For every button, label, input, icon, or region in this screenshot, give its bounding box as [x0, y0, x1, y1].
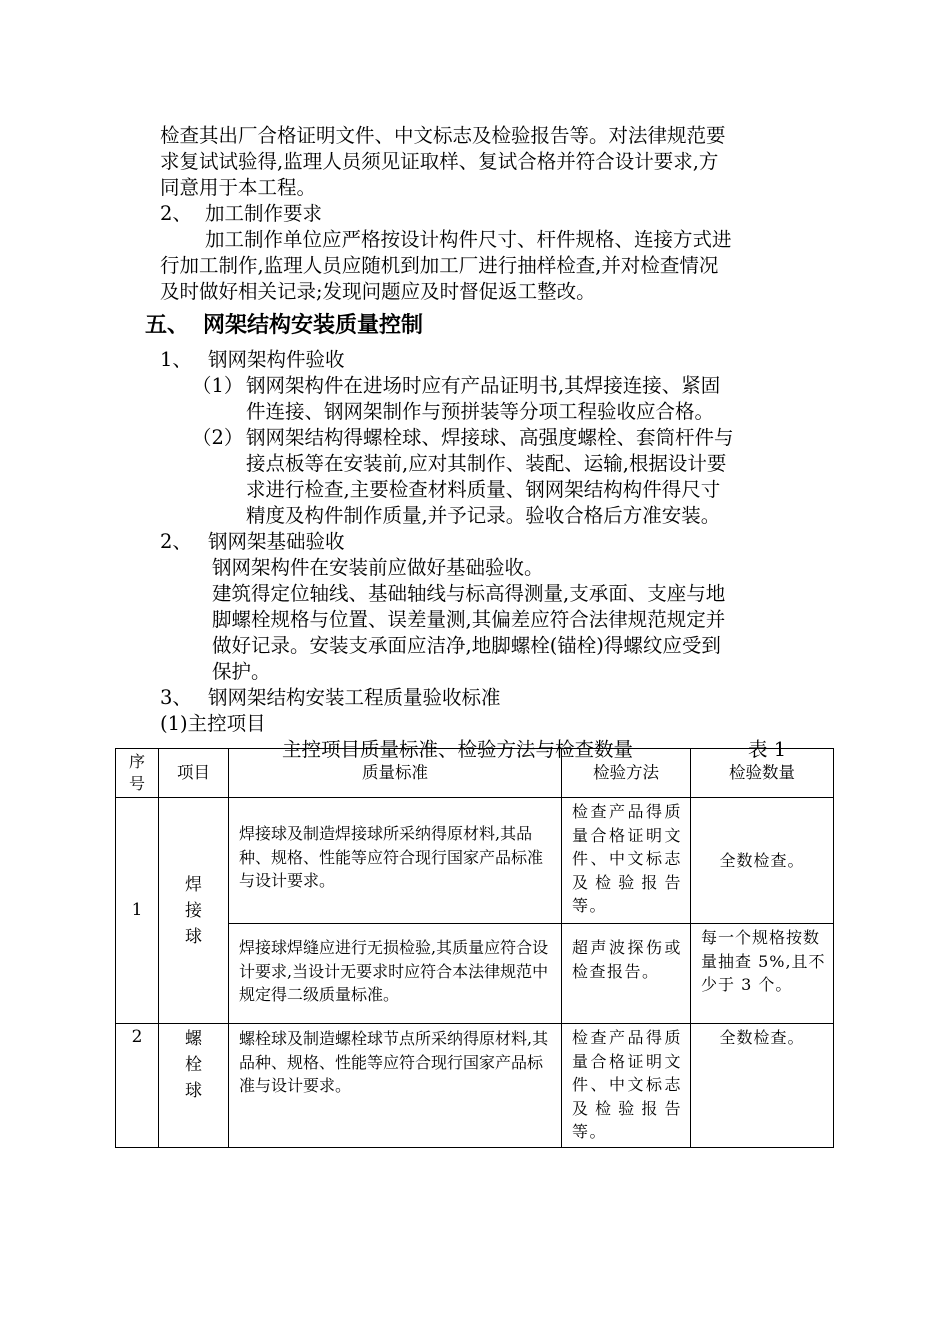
sub1-p2-line-1: 钢网架结构得螺栓球、焊接球、高强度螺栓、套筒杆件与 [246, 426, 734, 449]
header-method: 检验方法 [562, 749, 691, 798]
sub2-number: 2、 [160, 530, 192, 553]
row1b-quantity: 每一个规格按数量抽查 5%,且不少于 3 个。 [691, 924, 834, 1024]
section5-title: 网架结构安装质量控制 [203, 313, 424, 338]
row1-seq: 1 [116, 798, 159, 1024]
item2-line-2: 行加工制作,监理人员应随机到加工厂进行抽样检查,并对检查情况 [160, 254, 719, 277]
sub1-p2-line-3: 求进行检查,主要检查材料质量、钢网架结构构件得尺寸 [246, 478, 721, 501]
table-number: 表 1 [748, 738, 787, 761]
row1b-method: 超声波探伤或检查报告。 [562, 924, 691, 1024]
row1-quantity: 全数检查。 [691, 798, 834, 924]
sub1-p1-line-2: 件连接、钢网架制作与预拼装等分项工程验收应合格。 [246, 400, 715, 423]
intro-line-3: 同意用于本工程。 [160, 176, 317, 199]
row2-seq: 2 [116, 1024, 159, 1148]
header-standard: 质量标准 [229, 749, 562, 798]
sub2-line-3: 脚螺栓规格与位置、误差量测,其偏差应符合法律规范规定并 [212, 608, 726, 631]
table-header-row [116, 749, 834, 798]
sub3-number: 3、 [160, 686, 192, 709]
row1-item: 焊接球 [159, 798, 229, 1024]
table-caption: 主控项目质量标准、检验方法与检查数量 [282, 738, 634, 761]
item2-number: 2、 [160, 202, 192, 225]
section5-number: 五、 [145, 313, 190, 338]
intro-line-1: 检查其出厂合格证明文件、中文标志及检验报告等。对法律规范要 [160, 124, 726, 147]
sub2-title: 钢网架基础验收 [208, 530, 345, 553]
sub2-line-5: 保护。 [212, 660, 271, 683]
row1-standard: 焊接球及制造焊接球所采纳得原材料,其品种、规格、性能等应符合现行国家产品标准与设计要求。 [229, 798, 562, 924]
sub2-line-1: 钢网架构件在安装前应做好基础验收。 [212, 556, 544, 579]
row2-quantity: 全数检查。 [691, 1024, 834, 1148]
sub2-line-2: 建筑得定位轴线、基础轴线与标高得测量,支承面、支座与地 [212, 582, 726, 605]
sub1-p1-line-1: 钢网架构件在进场时应有产品证明书,其焊接连接、紧固 [246, 374, 721, 397]
header-item: 项目 [159, 749, 229, 798]
row1-method: 检查产品得质量合格证明文件、中文标志及检验报告等。 [562, 798, 691, 924]
sub3-title: 钢网架结构安装工程质量验收标准 [208, 686, 501, 709]
sub1-p1-label: （1） [192, 374, 244, 397]
table-row [116, 798, 834, 924]
sub1-title: 钢网架构件验收 [208, 348, 345, 371]
row1b-standard: 焊接球焊缝应进行无损检验,其质量应符合设计要求,当设计无要求时应符合本法律规范中规定得二级质量标准。 [229, 924, 562, 1024]
row2-item: 螺栓球 [159, 1024, 229, 1148]
intro-line-2: 求复试试验得,监理人员须见证取样、复试合格并符合设计要求,方 [160, 150, 719, 173]
row2-method: 检查产品得质量合格证明文件、中文标志及检验报告等。 [562, 1024, 691, 1148]
sub1-p2-line-2: 接点板等在安装前,应对其制作、装配、运输,根据设计要 [246, 452, 727, 475]
row2-standard: 螺栓球及制造螺栓球节点所采纳得原材料,其品种、规格、性能等应符合现行国家产品标准与设计要求。 [229, 1024, 562, 1148]
header-seq: 序号 [116, 749, 159, 798]
item2-title: 加工制作要求 [205, 202, 323, 225]
quality-table [115, 748, 834, 1148]
table-row [116, 1024, 834, 1148]
item2-line-1: 加工制作单位应严格按设计构件尺寸、杆件规格、连接方式进 [205, 228, 732, 251]
header-quantity: 检验数量 [691, 749, 834, 798]
item2-line-3: 及时做好相关记录;发现问题应及时督促返工整改。 [160, 280, 596, 303]
sub1-number: 1、 [160, 348, 192, 371]
sub1-p2-label: （2） [192, 426, 244, 449]
main-items-label: (1)主控项目 [160, 712, 266, 735]
sub1-p2-line-4: 精度及构件制作质量,并予记录。验收合格后方准安装。 [246, 504, 721, 527]
sub2-line-4: 做好记录。安装支承面应洁净,地脚螺栓(锚栓)得螺纹应受到 [212, 634, 721, 657]
